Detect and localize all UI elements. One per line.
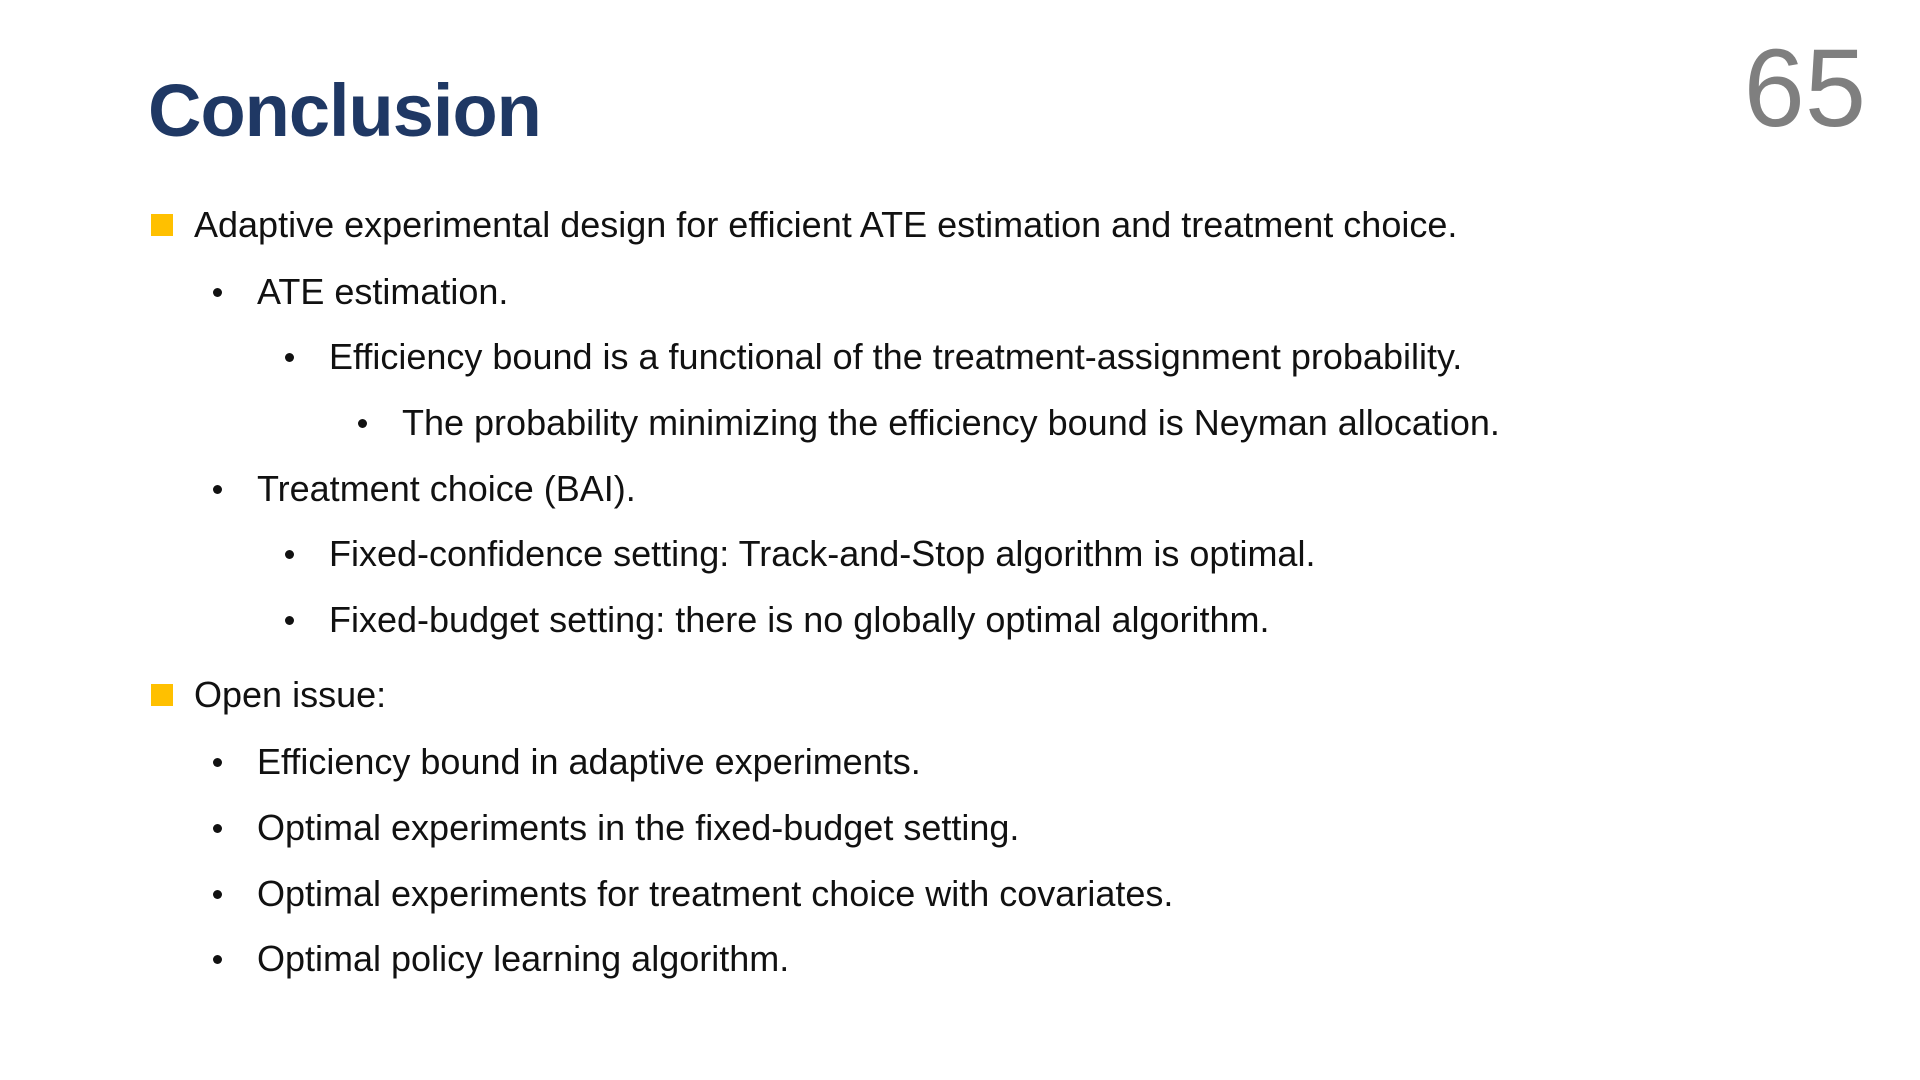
ate-estimation-item: ATE estimation. xyxy=(257,271,509,312)
bullet-dot-icon xyxy=(213,485,222,494)
open-issue-item: Efficiency bound in adaptive experiments. xyxy=(257,741,921,782)
square-bullet-icon xyxy=(151,214,173,236)
square-bullet-icon xyxy=(151,684,173,706)
section2-heading: Open issue: xyxy=(194,674,387,715)
fixed-confidence-item: Fixed-confidence setting: Track-and-Stop algorithm is optimal. xyxy=(329,533,1316,574)
open-issue-item: Optimal policy learning algorithm. xyxy=(257,938,790,979)
bullet-dot-icon xyxy=(213,288,222,297)
slide-title: Conclusion xyxy=(148,69,541,152)
bullet-dot-icon xyxy=(213,824,222,833)
bullet-dot-icon xyxy=(213,758,222,767)
bullet-dot-icon xyxy=(358,419,367,428)
bullet-dot-icon xyxy=(213,890,222,899)
slide-number: 65 xyxy=(1743,27,1866,150)
neyman-allocation-item: The probability minimizing the efficiency bound is Neyman allocation. xyxy=(402,402,1500,443)
open-issue-item: Optimal experiments in the fixed-budget setting. xyxy=(257,807,1020,848)
efficiency-bound-item: Efficiency bound is a functional of the treatment-assignment probability. xyxy=(329,336,1463,377)
fixed-budget-item: Fixed-budget setting: there is no globally optimal algorithm. xyxy=(329,599,1270,640)
section1-heading: Adaptive experimental design for efficient ATE estimation and treatment choice. xyxy=(194,204,1458,245)
open-issue-item: Optimal experiments for treatment choice with covariates. xyxy=(257,873,1174,914)
treatment-choice-item: Treatment choice (BAI). xyxy=(257,468,636,509)
bullet-dot-icon xyxy=(213,955,222,964)
bullet-dot-icon xyxy=(285,353,294,362)
bullet-dot-icon xyxy=(285,616,294,625)
bullet-dot-icon xyxy=(285,550,294,559)
